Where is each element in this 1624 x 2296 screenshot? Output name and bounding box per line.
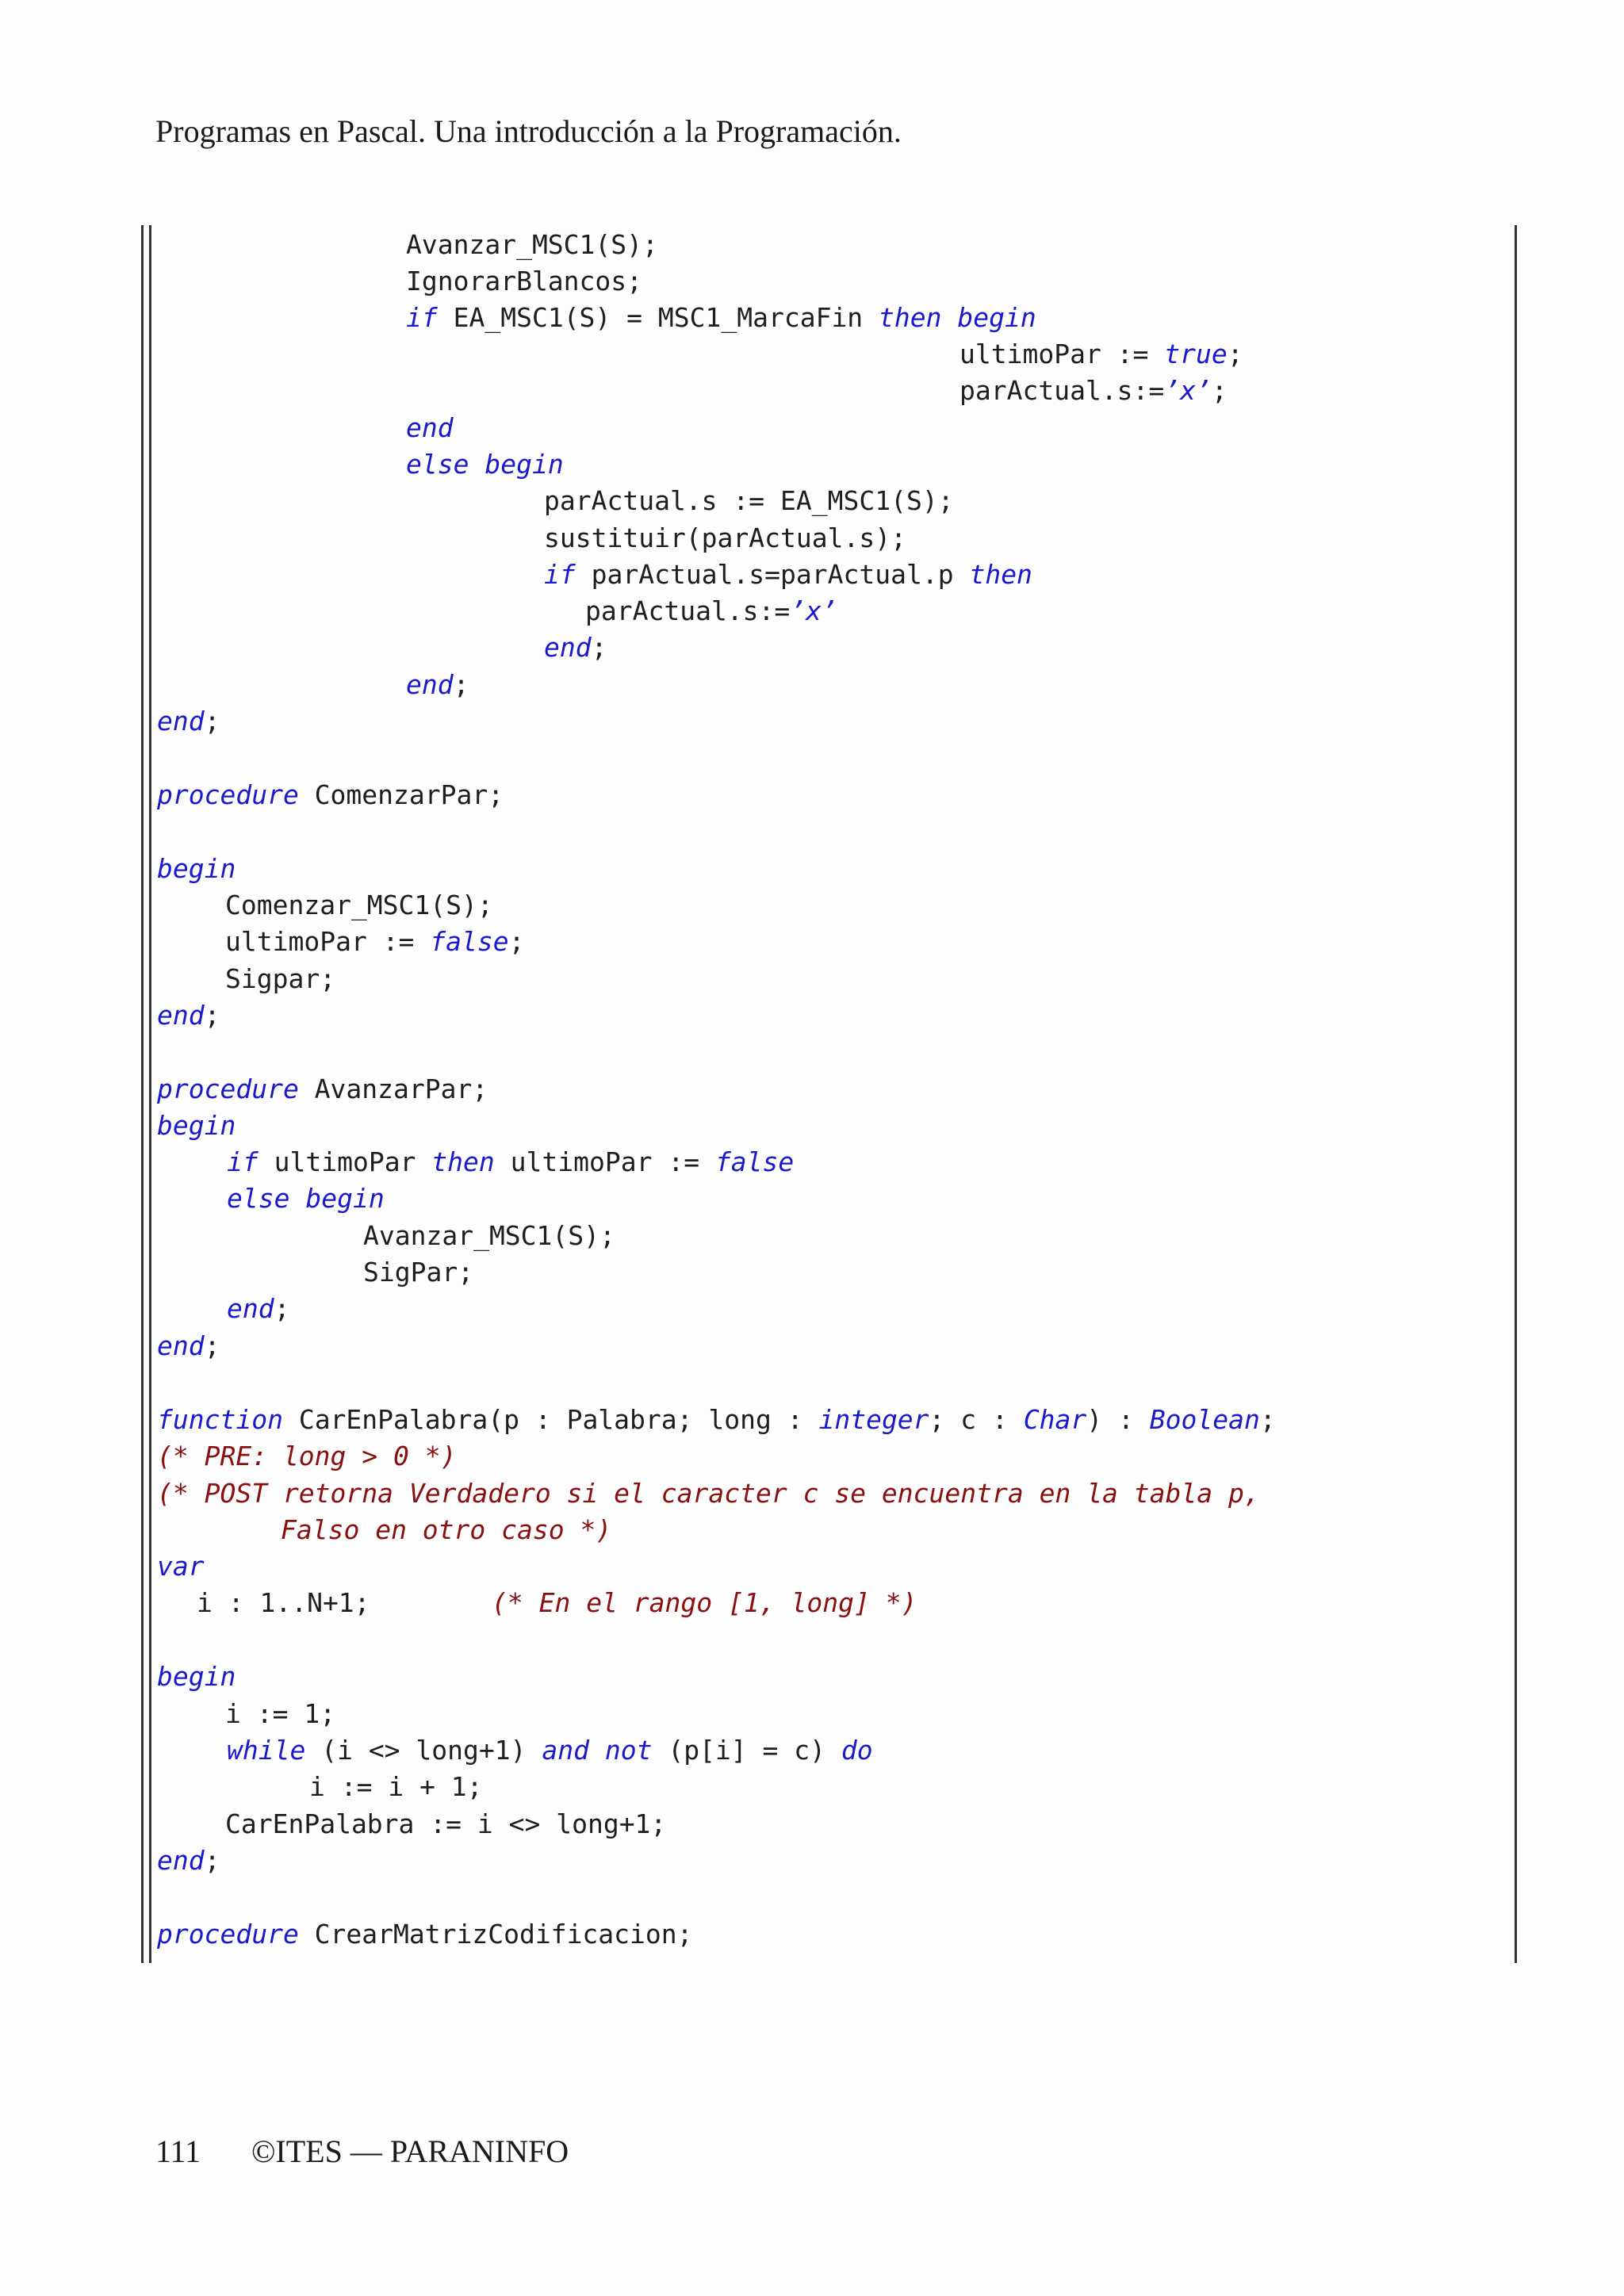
code-line — [157, 851, 236, 887]
keyword: if — [227, 1146, 259, 1177]
keyword: true — [1164, 339, 1228, 369]
code-line: Avanzar_MSC1(S); — [363, 1220, 615, 1251]
comment: Falso en otro caso *) — [281, 1514, 612, 1545]
code-line: i : 1..N+1; — [197, 1587, 370, 1618]
keyword: end — [227, 1293, 274, 1324]
keyword: begin — [157, 1110, 236, 1141]
comment: (* POST retorna Verdadero si el caracter c se encuentra en la tabla p, — [157, 1478, 1260, 1509]
code-line — [406, 446, 564, 483]
keyword: procedure — [157, 1919, 299, 1950]
code-line: if parActual.s=parActual.p then — [544, 559, 1032, 590]
code-line: Avanzar_MSC1(S); — [406, 229, 658, 260]
code-line — [157, 1108, 236, 1144]
code-line: end; — [227, 1293, 290, 1324]
string-literal: ’x’ — [1164, 375, 1212, 406]
code-line — [157, 1659, 236, 1695]
code-line: end; — [544, 632, 607, 663]
code-line: IgnorarBlancos; — [406, 266, 643, 297]
code-line: procedure CrearMatrizCodificacion; — [157, 1919, 693, 1950]
keyword: else — [227, 1183, 290, 1214]
code-line: parActual.s:=’x’; — [959, 375, 1228, 406]
code-line: i := 1; — [225, 1698, 336, 1729]
code-line: end; — [157, 1000, 220, 1031]
code-line — [157, 1475, 1260, 1512]
keyword: procedure — [157, 779, 299, 810]
keyword: begin — [305, 1183, 385, 1214]
code-line: end; — [157, 1845, 220, 1876]
keyword: begin — [485, 449, 564, 480]
code-line: ultimoPar := false; — [225, 926, 525, 957]
code-line: if ultimoPar then ultimoPar := false — [227, 1146, 795, 1177]
copyright-notice: ©ITES — PARANINFO — [251, 2133, 569, 2169]
code-line: function CarEnPalabra(p : Palabra; long : integer; c : Char) : Boolean; — [157, 1404, 1276, 1435]
code-line: if EA_MSC1(S) = MSC1_MarcaFin then begin — [406, 302, 1036, 333]
keyword: begin — [957, 302, 1036, 333]
keyword: begin — [157, 853, 236, 884]
keyword: not — [604, 1735, 653, 1766]
keyword: Boolean — [1149, 1404, 1260, 1435]
code-line: parActual.s:=’x’ — [585, 595, 837, 626]
keyword: if — [406, 302, 438, 333]
code-line: parActual.s := EA_MSC1(S); — [544, 485, 954, 516]
comment: (* En el rango [1, long] *) — [492, 1587, 917, 1618]
keyword: else — [406, 449, 469, 480]
keyword: while — [227, 1735, 306, 1766]
keyword: end — [157, 1845, 205, 1876]
code-line: Sigpar; — [225, 963, 336, 994]
keyword: function — [157, 1404, 283, 1435]
code-line: ultimoPar := true; — [959, 339, 1243, 369]
keyword: var — [157, 1551, 205, 1582]
keyword: do — [841, 1735, 873, 1766]
code-line — [227, 1181, 385, 1217]
keyword: and — [542, 1735, 589, 1766]
code-line: end; — [157, 1330, 220, 1361]
keyword: end — [157, 1330, 205, 1361]
comment: (* PRE: long > 0 *) — [157, 1441, 457, 1471]
keyword: false — [430, 926, 509, 957]
code-line: while (i <> long+1) and not (p[i] = c) do — [227, 1735, 873, 1766]
page-header: Programas en Pascal. Una introducción a la Programación. — [155, 113, 902, 149]
keyword: procedure — [157, 1073, 299, 1104]
code-line: procedure AvanzarPar; — [157, 1073, 488, 1104]
keyword: end — [406, 669, 454, 700]
keyword: Char — [1023, 1404, 1087, 1435]
keyword: if — [544, 559, 576, 590]
code-line: procedure ComenzarPar; — [157, 779, 504, 810]
code-line — [157, 1438, 457, 1475]
keyword: false — [714, 1146, 795, 1177]
keyword: then — [431, 1146, 495, 1177]
keyword: then — [879, 302, 942, 333]
keyword: end — [544, 632, 592, 663]
keyword: integer — [818, 1404, 929, 1435]
code-line — [157, 1548, 205, 1585]
keyword: end — [157, 1000, 205, 1031]
keyword: end — [157, 706, 205, 737]
keyword: begin — [157, 1661, 236, 1692]
code-line: sustituir(parActual.s); — [544, 522, 906, 553]
page-footer — [155, 2133, 569, 2170]
keyword: then — [969, 559, 1032, 590]
code-comment-inline — [492, 1585, 917, 1621]
code-line: CarEnPalabra := i <> long+1; — [225, 1808, 667, 1839]
keyword: end — [406, 412, 454, 443]
code-line: end; — [406, 669, 469, 700]
code-line — [281, 1512, 611, 1548]
code-line: end; — [157, 706, 220, 737]
code-line: Comenzar_MSC1(S); — [225, 890, 493, 920]
code-line: i := i + 1; — [309, 1771, 483, 1802]
code-line — [406, 410, 454, 446]
string-literal: ’x’ — [790, 595, 837, 626]
code-line: SigPar; — [363, 1257, 474, 1288]
page-number: 111 — [155, 2133, 201, 2169]
